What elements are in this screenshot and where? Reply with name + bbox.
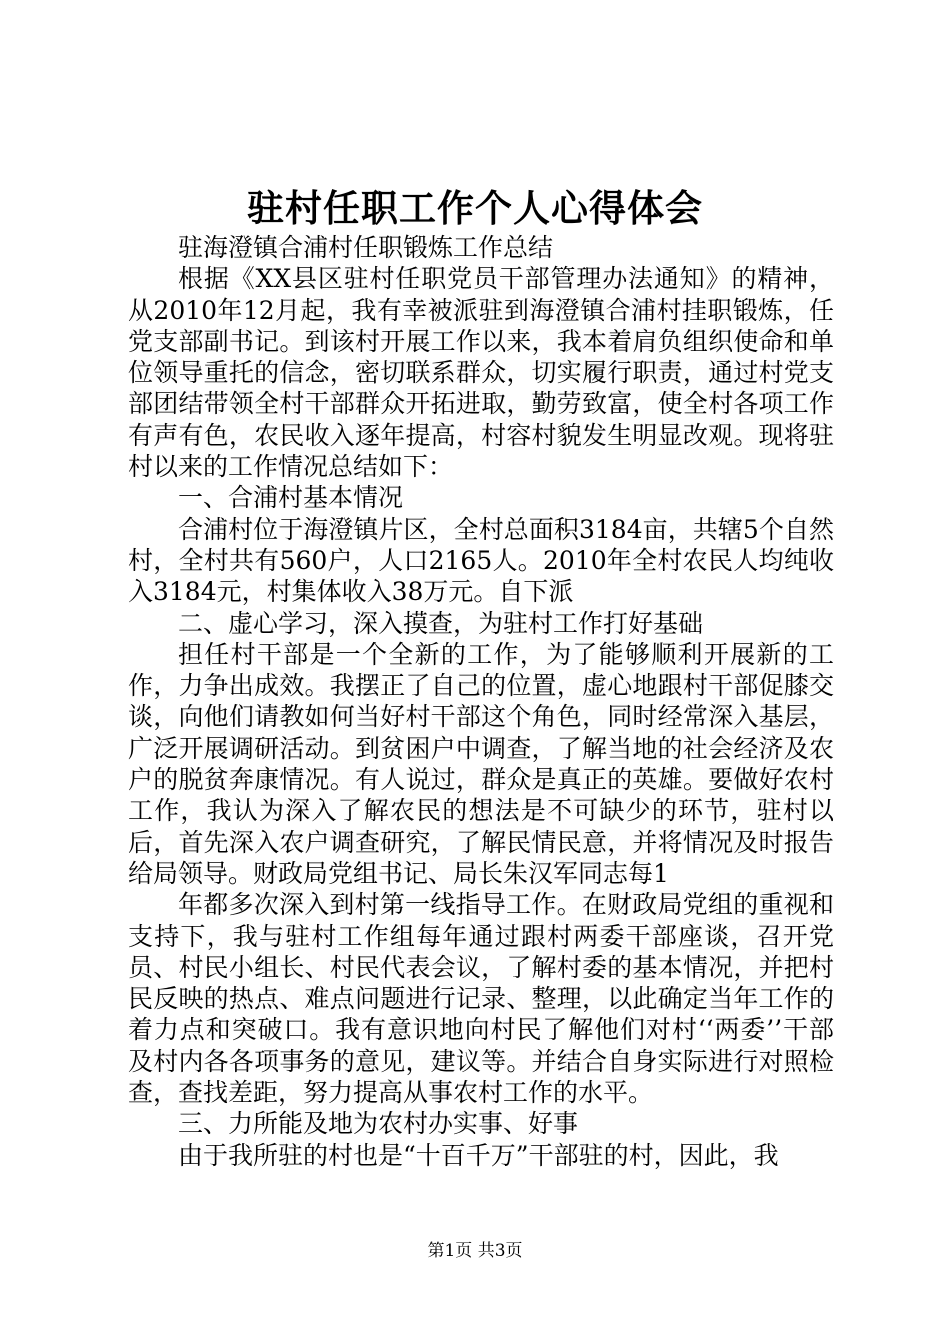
paragraph-subtitle: 驻海澄镇合浦村任职锻炼工作总结 xyxy=(178,233,554,262)
paragraph-practical-work: 由于我所驻的村也是“十百千万”干部驻的村，因此，我 xyxy=(178,1140,779,1170)
page-footer: 第1页 共3页 xyxy=(427,1241,523,1261)
paragraph-learning: 担任村干部是一个全新的工作，为了能够顺利开展新的工作，力争出成效。我摆正了自己的位置，虚心地跟村干部促膝交谈，向他们请教如何当好村干部这个角色，同时经常深入基层，广泛开展调研活动。到贫困户中调查，了解当地的社会经济及农户的脱贫奔康情况。有人说过，群众是真正的英雄。要做好农村工作，我认为深入了解农民的想法是不可缺少的环节，驻村以后，首先深入农户调查研究，了解民情民意，并将情况及时报告给局领导。财政局党组书记、局长朱汉军同志每1 xyxy=(128,639,834,888)
section-heading-2: 二、虚心学习，深入摸查，为驻村工作打好基础 xyxy=(178,608,704,638)
section-heading-3: 三、力所能及地为农村办实事、好事 xyxy=(178,1109,579,1139)
paragraph-intro: 根据《XX县区驻村任职党员干部管理办法通知》的精神，从2010年12月起，我有幸被派驻到海澄镇合浦村挂职锻炼，任党支部副书记。到该村开展工作以来，我本着肩负组织使命和单位领导重托的信念，密切联系群众，切实履行职责，通过村党支部团结带领全村干部群众开拓进取，勤劳致富，使全村各项工作有声有色，农民收入逐年提高，村容村貌发生明显改观。现将驻村以来的工作情况总结如下： xyxy=(128,264,834,482)
section-heading-1: 一、合浦村基本情况 xyxy=(178,483,404,513)
document-title: 驻村任职工作个人心得体会 xyxy=(247,186,703,230)
document-body xyxy=(128,232,834,1171)
paragraph-guidance: 年都多次深入到村第一线指导工作。在财政局党组的重视和支持下，我与驻村工作组每年通过跟村两委干部座谈，召开党员、村民小组长、村民代表会议，了解村委的基本情况，并把村民反映的热点、难点问题进行记录、整理，以此确定当年工作的着力点和突破口。我有意识地向村民了解他们对村‘‘两委’’干部及村内各各项事务的意见，建议等。并结合自身实际进行对照检查，查找差距，努力提高从事农村工作的水平。 xyxy=(128,890,834,1108)
paragraph-village-info: 合浦村位于海澄镇片区，全村总面积3184亩，共辖5个自然村，全村共有560户，人口2165人。2010年全村农民人均纯收入3184元，村集体收入38万元。自下派 xyxy=(128,514,834,607)
